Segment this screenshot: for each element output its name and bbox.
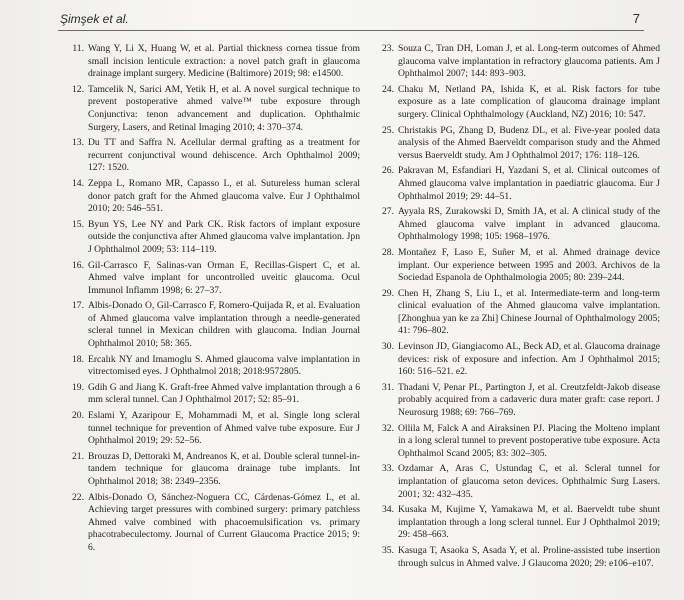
reference-number: 24. (382, 83, 394, 95)
reference-text: Brouzas D, Dettoraki M, Andreanos K, et al. Double scleral tunnel-in-tandem technique for glaucoma drainage tube implants. Int Ophthalmol 2018; 38: 2349–2356. (88, 450, 360, 487)
references-right-column (374, 43, 660, 573)
running-head: Şimşek et al. (60, 12, 129, 26)
reference-number: 14. (72, 177, 84, 189)
reference-text: Souza C, Tran DH, Loman J, et al. Long-term outcomes of Ahmed glaucoma valve implantation in refractory glaucoma patients. Am J Ophthalmol 2007; 144: 893–903. (398, 43, 660, 80)
reference-number: 13. (72, 137, 84, 149)
reference-item (374, 504, 660, 542)
reference-text: Zeppa L, Romano MR, Capasso L, et al. Sutureless human scleral donor patch graft for the Ahmed glaucoma valve. Eur J Ophthalmol 2010; 20: 546–551. (88, 177, 360, 215)
reference-number: 17. (72, 300, 84, 312)
reference-item (374, 125, 660, 163)
reference-item (374, 206, 660, 244)
reference-number: 22. (72, 491, 84, 503)
reference-item (64, 84, 360, 134)
reference-text: Pakravan M, Esfandiari H, Yazdani S, et al. Clinical outcomes of Ahmed glaucoma valve implantation in paediatric glaucoma. Eur J Ophthalmol 2019; 29: 44–51. (398, 165, 660, 202)
reference-text: Ayyala RS, Zurakowski D, Smith JA, et al. A clinical study of the Ahmed glaucoma valve implant in advanced glaucoma. Ophthalmology 1998; 105: 1968–1976. (398, 206, 660, 243)
reference-item (64, 492, 360, 555)
reference-text: Chaku M, Netland PA, Ishida K, et al. Risk factors for tube exposure as a late complication of glaucoma drainage implant surgery. Clinical Ophthalmology (Auckland, NZ) 2016; 10: 547. (398, 83, 660, 120)
reference-item (64, 178, 360, 216)
reference-number: 16. (72, 259, 84, 271)
reference-item (64, 354, 360, 379)
reference-item (64, 137, 360, 175)
reference-item (374, 423, 660, 461)
reference-item (374, 382, 660, 420)
reference-text: Gdih G and Jiang K. Graft-free Ahmed valve implantation through a 6 mm scleral tunnel. Can J Ophthalmol 2017; 52: 85–91. (88, 381, 360, 406)
reference-number: 18. (72, 353, 84, 365)
reference-number: 28. (382, 246, 394, 258)
reference-text: Ozdamar A, Aras C, Ustundag C, et al. Scleral tunnel for implantation of glaucoma seton devices. Ophthalmic Surg Lasers. 2001; 32: 432–435. (398, 463, 660, 500)
reference-text: Ercalık NY and Imamoglu S. Ahmed glaucoma valve implantation in vitrectomised eyes. J Ophthalmol 2018; 2018:9572805. (88, 353, 360, 378)
reference-text: Wang Y, Li X, Huang W, et al. Partial thickness cornea tissue from small incision lenticule extraction: a novel patch graft in glaucoma drainage implant surgery. Medicine (Baltimore) 2019; 98: e14500. (88, 43, 360, 80)
reference-text: Thadani V, Penar PL, Partington J, et al. Creutzfeldt-Jakob disease probably acquired from a cadaveric dura mater graft: case report. J Neurosurg 1988; 69: 766–769. (398, 381, 660, 419)
reference-number: 19. (72, 381, 84, 393)
reference-text: Byun YS, Lee NY and Park CK. Risk factors of implant exposure outside the conjunctiva after Ahmed glaucoma valve implantation. Jpn J Ophthalmol 2009; 53: 114–119. (88, 218, 360, 255)
reference-text: Tamcelik N, Sarici AM, Yetik H, et al. A novel surgical technique to prevent postoperative ahmed valve™ tube exposure through Conjunctiva: tenon advancement and duplication. Ophthalmic Surgery, Lasers, and Retinal Imaging 2010; 4: 370–374. (88, 83, 360, 133)
reference-number: 29. (382, 287, 394, 299)
reference-number: 15. (72, 218, 84, 230)
reference-text: Du TT and Saffra N. Acellular dermal grafting as a treatment for recurrent conjunctival wound dehiscence. Arch Ophthalmol 2009; 127: 1520. (88, 137, 360, 174)
reference-number: 32. (382, 422, 394, 434)
reference-number: 12. (72, 83, 84, 95)
reference-text: Kasuga T, Asaoka S, Asada Y, et al. Proline-assisted tube insertion through sulcus in Ahmed valve. J Glaucoma 2020; 29: e106–e107. (398, 544, 660, 569)
reference-text: Kusaka M, Kujime Y, Yamakawa M, et al. Baerveldt tube shunt implantation through a long scleral tunnel. Eur J Ophthalmol 2019; 29: 458–663. (398, 504, 660, 541)
reference-item (374, 43, 660, 81)
reference-text: Albis-Donado O, Sánchez-Noguera CC, Cárdenas-Gómez L, et al. Achieving target pressures with combined surgery: primary patchless Ahmed valve combined with phacoemulsification vs. primary phacotrabeculectomy. Journal of Current Glaucoma Practice 2015; 9: 6. (88, 491, 360, 553)
reference-item (64, 260, 360, 298)
reference-item (374, 165, 660, 203)
reference-number: 25. (382, 124, 394, 136)
reference-number: 11. (72, 43, 84, 54)
reference-text: Eslami Y, Azaripour E, Mohammadi M, et al. Single long scleral tunnel technique for prevention of Ahmed valve tube exposure. Eur J Ophthalmol 2019; 29: 52–56. (88, 410, 360, 447)
reference-number: 35. (382, 544, 394, 556)
page-number: 7 (632, 11, 640, 26)
reference-item (374, 545, 660, 570)
reference-item (64, 300, 360, 350)
reference-number: 20. (72, 410, 84, 422)
reference-number: 30. (382, 341, 394, 353)
reference-text: Montañez F, Laso E, Suñer M, et al. Ahmed drainage device implant. Our experience between 1995 and 2003. Archivos de la Sociedad Espanola de Ophthalmologia 2005; 80: 239–244. (398, 246, 660, 284)
reference-item (64, 410, 360, 448)
reference-text: Chen H, Zhang S, Liu L, et al. Intermediate-term and long-term clinical evaluation of the Ahmed glaucoma valve implantation. [Zhonghua yan ke za Zhi] Chinese Journal of Ophthalmology 2005; 41: 796–802. (398, 287, 660, 337)
reference-item (374, 288, 660, 338)
reference-item (64, 451, 360, 489)
reference-number: 34. (382, 504, 394, 516)
reference-item (374, 463, 660, 501)
reference-item (64, 43, 360, 81)
reference-item (374, 84, 660, 122)
reference-item (64, 382, 360, 407)
reference-text: Ollila M, Falck A and Airaksinen PJ. Placing the Molteno implant in a long scleral tunnel to prevent postoperative tube exposure. Acta Ophthalmol Scand 2005; 83: 302–305. (398, 422, 660, 459)
reference-number: 33. (382, 463, 394, 475)
reference-number: 26. (382, 165, 394, 177)
reference-number: 21. (72, 450, 84, 462)
reference-text: Christakis PG, Zhang D, Budenz DL, et al. Five-year pooled data analysis of the Ahmed Baerveldt comparison study and the Ahmed versus Baerveldt study. Am J Ophthalmol 2017; 176: 118–126. (398, 124, 660, 161)
reference-text: Levinson JD, Giangiacomo AL, Beck AD, et al. Glaucoma drainage devices: risk of exposure and infection. Am J Ophthalmol 2015; 160: 516–521. e2. (398, 341, 660, 378)
references-left-column (64, 43, 360, 558)
reference-item (64, 219, 360, 257)
reference-text: Albis-Donado O, Gil-Carrasco F, Romero-Quijada R, et al. Evaluation of Ahmed glaucoma valve implantation through a needle-generated scleral tunnel in Mexican children with glaucoma. Indian Journal Ophthalmol 2010; 58: 365. (88, 300, 360, 350)
reference-number: 31. (382, 381, 394, 393)
reference-item (374, 341, 660, 379)
reference-text: Gil-Carrasco F, Salinas-van Orman E, Recillas-Gispert C, et al. Ahmed valve implant for uncontrolled uveitic glaucoma. Ocul Immunol Inflamm 1998; 6: 27–37. (88, 259, 360, 296)
header-rule (58, 30, 644, 31)
reference-number: 27. (382, 206, 394, 218)
reference-item (374, 247, 660, 285)
reference-number: 23. (382, 43, 394, 54)
